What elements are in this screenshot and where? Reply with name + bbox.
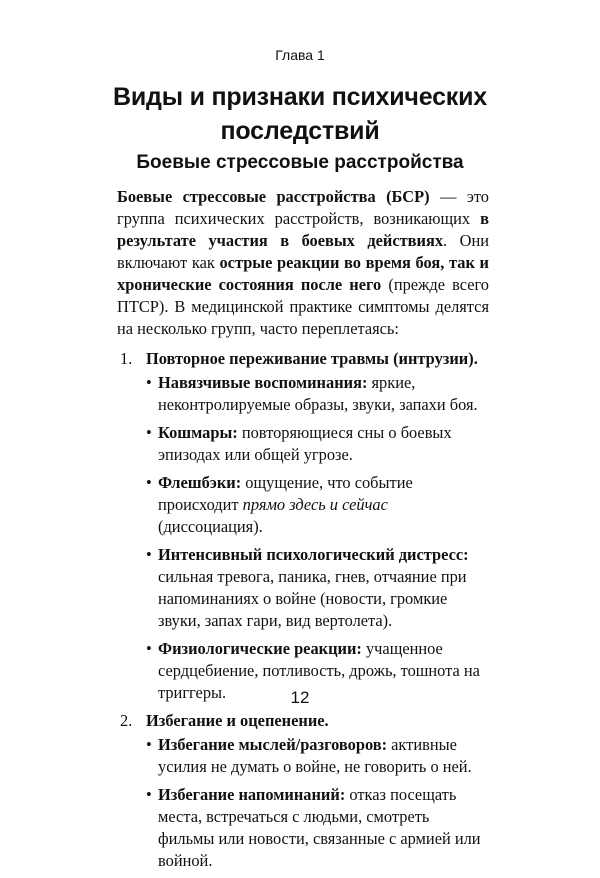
symptom-text: яркие, неконтролируемые образы, звуки, запахи боя. (158, 373, 478, 414)
bullet-icon: • (146, 423, 152, 442)
symptom-term: Кошмары: (158, 423, 238, 442)
symptom-item (146, 372, 489, 416)
symptom-term: Физиологические реакции: (158, 639, 362, 658)
bullet-icon: • (146, 473, 152, 492)
symptom-item (146, 734, 489, 778)
symptom-term: Избегание напоминаний: (158, 785, 346, 804)
bullet-icon: • (146, 545, 152, 564)
symptom-group (117, 710, 489, 872)
intro-text-1: — это группа психических расстройств, возникающих (117, 187, 489, 228)
intro-emphasis-2: острые реакции во время боя, так и хронические состояния после него (117, 253, 489, 294)
section-title: Боевые стрессовые расстройства (136, 152, 464, 173)
symptom-text: повторяющиеся сны о боевых эпизодах или общей угрозе. (158, 423, 452, 464)
page-number: 12 (290, 688, 310, 707)
symptom-italic: прямо здесь и сейчас (242, 495, 388, 514)
intro-text-3: (прежде всего ПТСР). В медицинской практике симптомы делятся на несколько групп, часто переплетаясь: (117, 275, 489, 338)
symptom-term: Флешбэки: (158, 473, 242, 492)
group-title: Избегание и оцепенение. (146, 711, 329, 730)
running-head: Глава 1 (275, 47, 325, 63)
group-title: Повторное переживание травмы (интрузии). (146, 349, 478, 368)
symptom-item (146, 544, 489, 632)
group-number: 2. (120, 711, 133, 730)
symptom-list (146, 734, 489, 872)
symptom-text: сильная тревога, паника, гнев, отчаяние при напоминаниях о войне (новости, громкие звуки, запах гари, вид вертолета). (158, 567, 467, 630)
symptom-item (146, 422, 489, 466)
group-number: 1. (120, 349, 133, 368)
symptom-text-tail: (диссоциация). (158, 517, 263, 536)
chapter-title (0, 80, 600, 148)
symptom-text: ощущение, что событие происходит (158, 473, 413, 514)
symptom-list (146, 372, 489, 704)
bullet-icon: • (146, 373, 152, 392)
chapter-title-line-1: Виды и признаки психических (113, 83, 487, 111)
intro-term: Боевые стрессовые расстройства (БСР) (117, 187, 430, 206)
symptom-group (117, 348, 489, 704)
intro-text-2: . Они включают как (117, 231, 490, 272)
bullet-icon: • (146, 639, 152, 658)
symptom-text: учащенное сердцебиение, потливость, дрожь, тошнота на триггеры. (158, 639, 480, 702)
symptom-groups-list (117, 348, 489, 872)
symptom-item (146, 784, 489, 872)
symptom-item (146, 472, 489, 538)
intro-emphasis-1: в результате участия в боевых действиях (117, 209, 489, 250)
symptom-term: Интенсивный психологический дистресс: (158, 545, 469, 564)
symptom-text: отказ посещать места, встречаться с людьми, смотреть фильмы или новости, связанные с армией или войной. (158, 785, 481, 870)
symptom-term: Навязчивые воспоминания: (158, 373, 368, 392)
chapter-title-line-2: последствий (220, 117, 380, 145)
bullet-icon: • (146, 785, 152, 804)
intro-paragraph (117, 186, 489, 340)
body-text (117, 186, 489, 878)
symptom-text: активные усилия не думать о войне, не говорить о ней. (158, 735, 472, 776)
bullet-icon: • (146, 735, 152, 754)
symptom-term: Избегание мыслей/разговоров: (158, 735, 388, 754)
